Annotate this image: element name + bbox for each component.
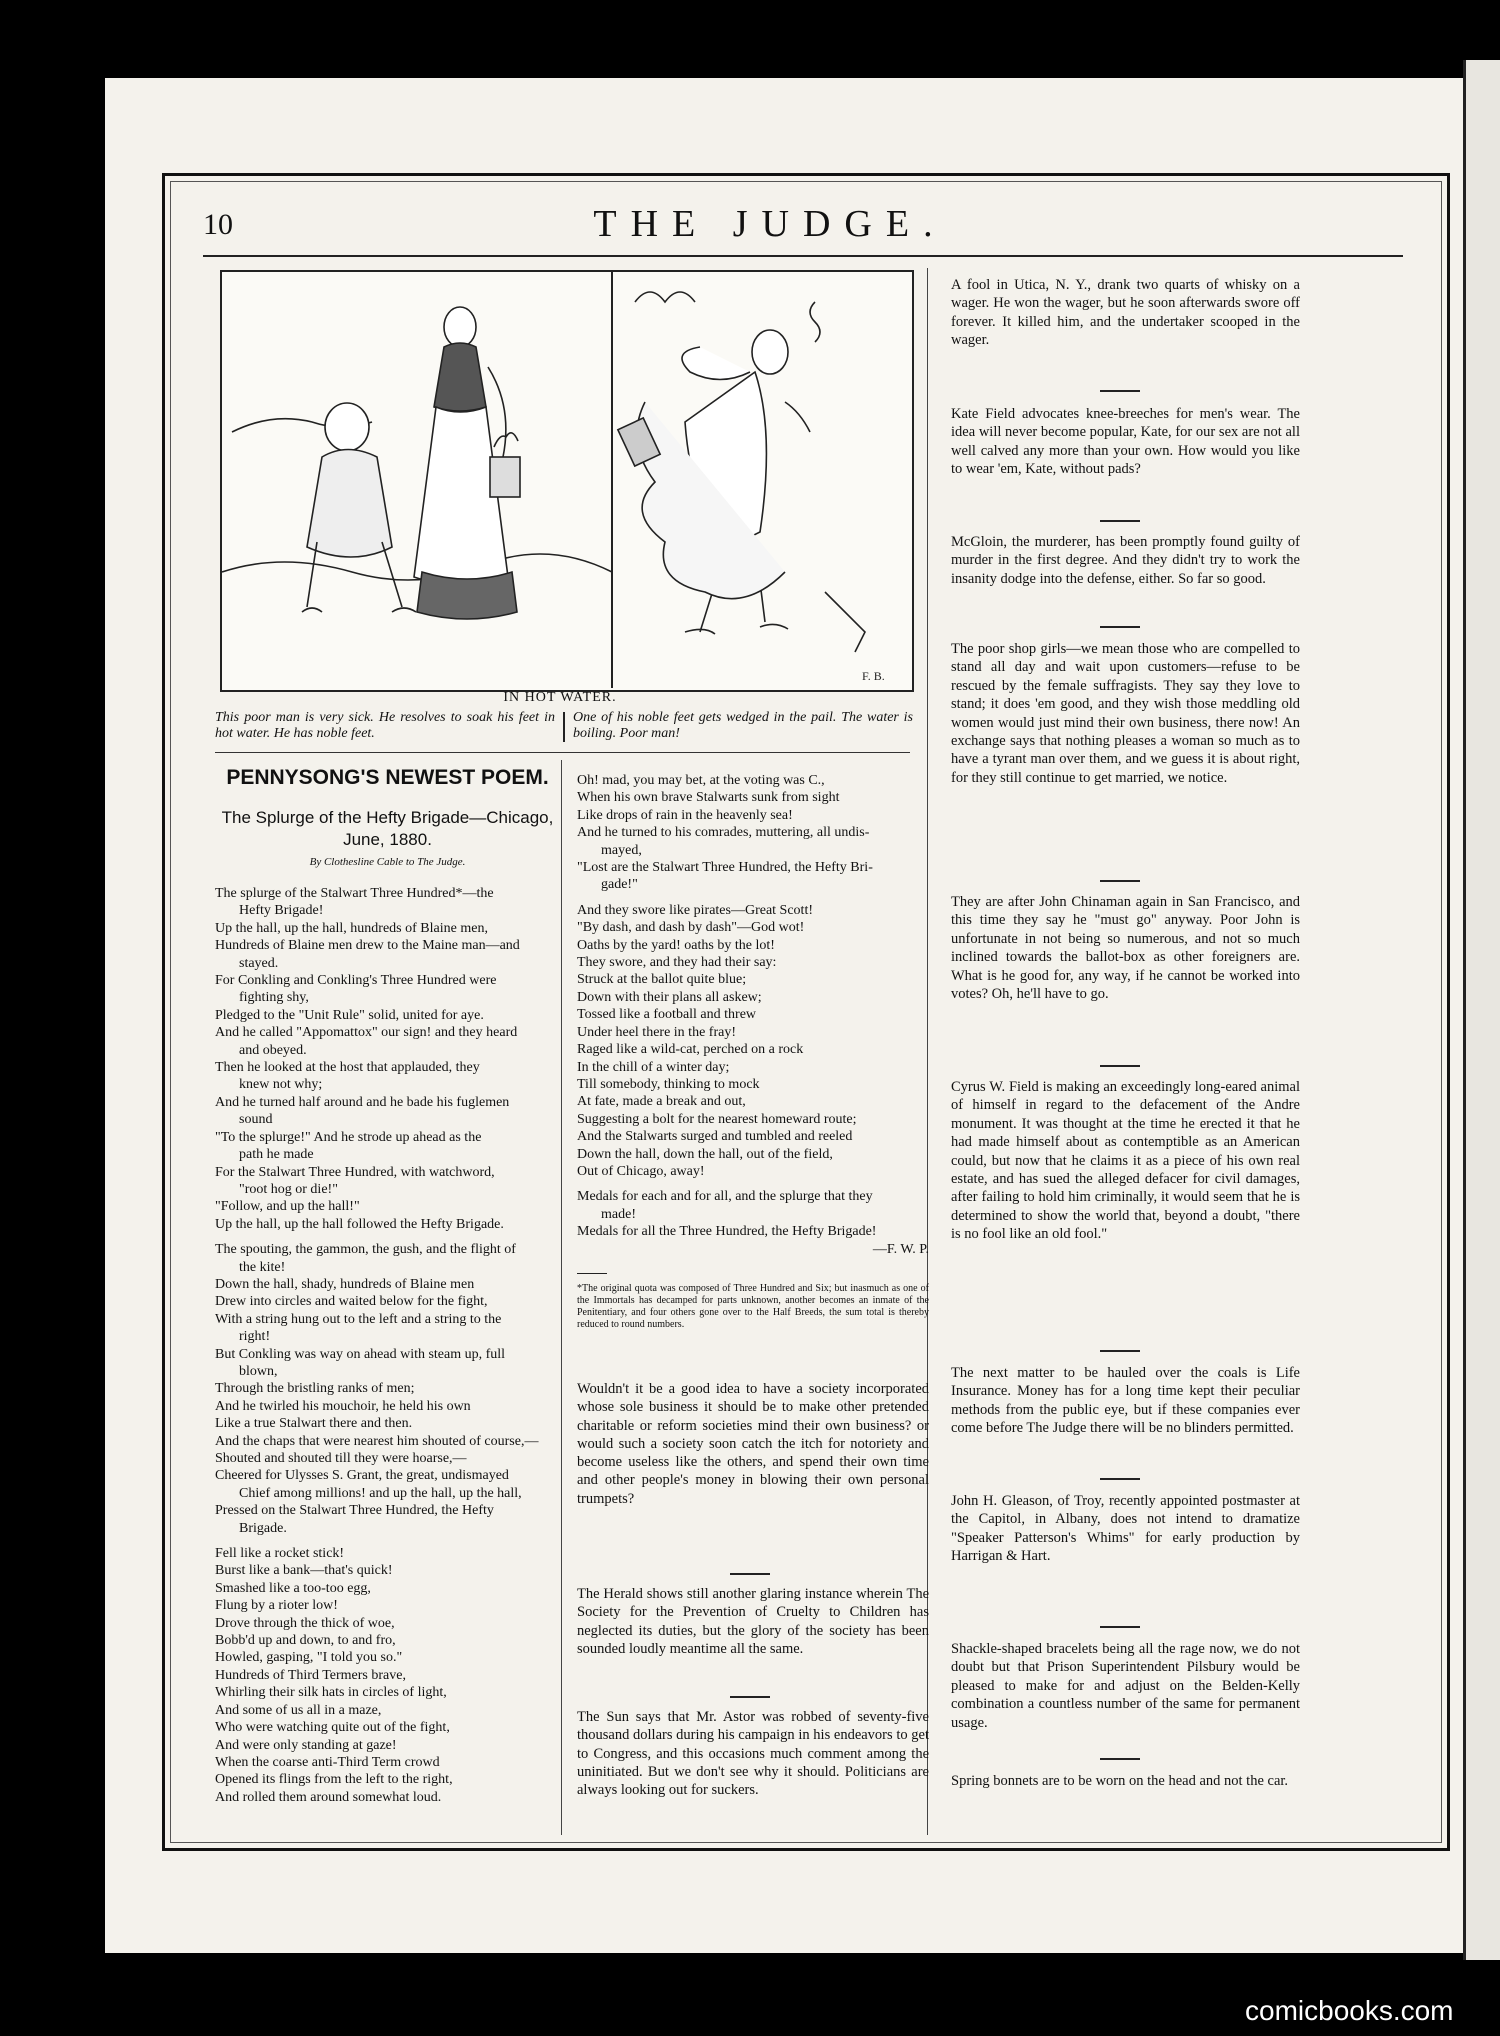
poem-line: Whirling their silk hats in circles of light, [215, 1685, 447, 1701]
poem-line [577, 894, 929, 902]
poem-line: Who were watching quite out of the fight, [215, 1720, 450, 1736]
footnote-rule [577, 1273, 607, 1274]
poem-line: Oaths by the yard! oaths by the lot! [577, 937, 775, 953]
article-sun: The Sun says that Mr. Astor was robbed of seventy-five thousand dollars during his campaign in his endeavors to get to Congress, and this occasions much comment among the uninitiated. But we don't see why it should. Politicians are always looking out for suckers. [577, 1709, 929, 1799]
cartoon-title: IN HOT WATER. [503, 690, 617, 705]
poem-line: Drew into circles and waited below for the fight, [215, 1294, 488, 1310]
separator [1100, 520, 1140, 522]
poem-line: The spouting, the gammon, the gush, and the flight of [215, 1242, 516, 1258]
article-cyrus-field: Cyrus W. Field is making an exceedingly long-eared animal of himself in regard to the defacement of the Andre monument. It was thought at the time he erected it that he had made himself about as contemptible as an American could, but now that he claims it as a piece of his own real estate, and has sued the alleged defacer for civil damages, after failing to hold him criminally, it would seem that he is determined to show the world that, beyond a doubt, "there is no fool like an old fool." [951, 1079, 1300, 1243]
separator [1100, 1626, 1140, 1628]
poem-line: Through the bristling ranks of men; [215, 1381, 415, 1397]
separator [1100, 626, 1140, 628]
poem-line: Chief among millions! and up the hall, up the hall, [239, 1485, 522, 1501]
poem-line: And he called "Appomattox" our sign! and they heard [215, 1025, 518, 1041]
poem-line: Burst like a bank—that's quick! [215, 1563, 393, 1579]
poem-line: gade!" [601, 877, 638, 893]
poem-line: Down the hall, down the hall, out of the field, [577, 1146, 833, 1162]
poem-line: They swore, and they had their say: [577, 955, 777, 971]
poem-footnote: *The original quota was composed of Three Hundred and Six; but inasmuch as one of the Immortals has decamped for parts unknown, another becomes an inmate of the Penitentiary, and four others gone over to the Half Breeds, the sum total is thereby reduced to round numbers. [577, 1283, 929, 1330]
poem-line: The splurge of the Stalwart Three Hundred*—the [215, 886, 494, 901]
poem-line: And he twirled his mouchoir, he held his own [215, 1398, 471, 1414]
poem-line: knew not why; [239, 1077, 323, 1093]
poem-title: PENNYSONG'S NEWEST POEM. [226, 766, 549, 789]
masthead: THE JUDGE. [593, 203, 947, 245]
poem-line: "root hog or die!" [239, 1181, 338, 1197]
poem-line: "Lost are the Stalwart Three Hundred, the Hefty Bri- [577, 860, 873, 876]
poem-line: But Conkling was way on ahead with steam up, full [215, 1346, 506, 1362]
caption-divider [563, 712, 565, 742]
poem-line: Like drops of rain in the heavenly sea! [577, 807, 793, 823]
poem-line: Down the hall, shady, hundreds of Blaine men [215, 1276, 475, 1292]
poem-subtitle: The Splurge of the Hefty Brigade—Chicago, June, 1880. [221, 808, 554, 849]
poem-line: blown, [239, 1363, 278, 1379]
poem-line: Smashed like a too-too egg, [215, 1580, 371, 1596]
poem-line: and obeyed. [239, 1042, 307, 1058]
poem-column-2 [577, 772, 929, 1258]
poem-line: Brigade. [239, 1520, 287, 1536]
poem-line: "By dash, and dash by dash"—God wot! [577, 920, 805, 936]
poem-line: Flung by a rioter low! [215, 1598, 338, 1614]
poem-line [577, 1180, 929, 1188]
separator [1100, 390, 1140, 392]
article-john-chinaman: They are after John Chinaman again in San Francisco, and this time they say he "must go" anyway. Poor John is unfortunate in not being so numerous, and not so much inclined towards the ballot-box as other foreigners are. What is he good for, any way, if he cannot be worked into votes? Oh, he'll have to go. [951, 894, 1300, 1003]
separator [730, 1696, 770, 1698]
poem-line: And the chaps that were nearest him shouted of course,— [215, 1433, 539, 1449]
poem-line: "To the splurge!" And he strode up ahead as the [215, 1129, 482, 1145]
cartoon-panel-divider [611, 270, 613, 688]
poem-column-1 [215, 885, 560, 1806]
poem-line: right! [239, 1329, 271, 1345]
header-rule [203, 255, 1403, 257]
poem-line: mayed, [601, 842, 642, 858]
separator [1100, 1758, 1140, 1760]
column-divider-1 [561, 760, 562, 1835]
page-number: 10 [203, 208, 233, 241]
poem-line: For Conkling and Conkling's Three Hundred were [215, 973, 497, 989]
poem-line: And the Stalwarts surged and tumbled and reeled [577, 1129, 853, 1145]
poem-line [215, 1233, 560, 1241]
poem-line: Then he looked at the host that applauded, they [215, 1060, 480, 1076]
poem-line: Struck at the ballot quite blue; [577, 972, 747, 988]
poem-line: And were only standing at gaze! [215, 1737, 397, 1753]
poem-line: fighting shy, [239, 990, 309, 1006]
poem-line: —F. W. P. [872, 1241, 929, 1257]
poem-line: Hundreds of Blaine men drew to the Maine man—and [215, 938, 520, 954]
poem-line: Oh! mad, you may bet, at the voting was C., [577, 773, 825, 788]
poem-line: Medals for each and for all, and the splurge that they [577, 1189, 873, 1205]
separator [1100, 1065, 1140, 1067]
adjacent-page-edge [1463, 60, 1500, 1960]
separator [1100, 1350, 1140, 1352]
poem-line: stayed. [239, 955, 279, 971]
poem-line: With a string hung out to the left and a string to the [215, 1311, 502, 1327]
poem-line: Hundreds of Third Termers brave, [215, 1667, 406, 1683]
poem-line: And rolled them around somewhat loud. [215, 1789, 442, 1805]
article-herald: The Herald shows still another glaring instance wherein The Society for the Prevention of Cruelty to Children has neglected its duties, but the glory of the society has been sounded loudly meantime all the same. [577, 1586, 929, 1657]
poem-line: Opened its flings from the left to the right, [215, 1772, 453, 1788]
poem-line: Raged like a wild-cat, perched on a rock [577, 1042, 804, 1058]
cartoon-caption-right: One of his noble feet gets wedged in the pail. The water is boiling. Poor man! [573, 710, 913, 741]
article-shop-girls: The poor shop girls—we mean those who are compelled to stand all day and wait upon customers—refuse to be rescued by the female suffragists. They say they love to stand; it does 'em good, and they wish those meddling old women would just mind their own business, there now! An exchange says that nothing pleases a woman so much as to have a tyrant man over them, and we guess it is about right, for they still continue to get married, we notice. [951, 641, 1300, 786]
poem-line: When the coarse anti-Third Term crowd [215, 1754, 440, 1770]
cartoon-drawing [222, 272, 912, 690]
poem-line: Fell like a rocket stick! [215, 1546, 345, 1562]
article-mcgloin: McGloin, the murderer, has been promptly found guilty of murder in the first degree. And they didn't try to work the insanity dodge into the defense, either. So far so good. [951, 534, 1300, 587]
artist-signature: F. B. [862, 669, 885, 683]
poem-line [215, 1537, 560, 1545]
article-utica-fool: A fool in Utica, N. Y., drank two quarts of whisky on a wager. He won the wager, but he soon afterwards swore off forever. It killed him, and the undertaker scooped in the wager. [951, 277, 1300, 349]
poem-line: At fate, made a break and out, [577, 1094, 746, 1110]
poem-line: Hefty Brigade! [239, 903, 324, 919]
poem-line: When his own brave Stalwarts sunk from sight [577, 790, 840, 806]
poem-line: sound [239, 1112, 273, 1128]
article-gleason: John H. Gleason, of Troy, recently appointed postmaster at the Capitol, in Albany, does not intend to dramatize "Speaker Patterson's Whims" for early production by Harrigan & Hart. [951, 1493, 1300, 1565]
poem-line: Shouted and shouted till they were hoarse,— [215, 1451, 467, 1466]
separator [730, 1573, 770, 1575]
poem-line: "Follow, and up the hall!" [215, 1199, 360, 1215]
poem-line: Tossed like a football and threw [577, 1007, 757, 1023]
article-kate-field: Kate Field advocates knee-breeches for men's wear. The idea will never become popular, Kate, for our sex are not all well calved any more than your own. How would you like to wear 'em, Kate, without pads? [951, 406, 1300, 478]
cartoon-rule [215, 752, 910, 753]
article-shackle-bracelets: Shackle-shaped bracelets being all the rage now, we do not doubt but that Prison Superintendent Pilsbury would be pleased to make for and adjust on the Belden-Kelly combination a countless number of the same for permanent usage. [951, 1641, 1300, 1731]
poem-line: Up the hall, up the hall followed the Hefty Brigade. [215, 1216, 504, 1232]
poem-line: And some of us all in a maze, [215, 1702, 382, 1718]
poem-line: Cheered for Ulysses S. Grant, the great, undismayed [215, 1468, 509, 1484]
poem-line: For the Stalwart Three Hundred, with watchword, [215, 1164, 495, 1180]
poem-line: Pledged to the "Unit Rule" solid, united for aye. [215, 1007, 484, 1023]
poem-line: Howled, gasping, "I told you so." [215, 1650, 403, 1666]
poem-line: Down with their plans all askew; [577, 989, 762, 1005]
poem-line: Out of Chicago, away! [577, 1163, 705, 1179]
separator [1100, 880, 1140, 882]
article-spring-bonnets: Spring bonnets are to be worn on the head and not the car. [951, 1773, 1289, 1789]
article-life-insurance: The next matter to be hauled over the coals is Life Insurance. Money has for a long time kept their peculiar methods from the public eye, but if these companies ever come before The Judge there will be no blinders permitted. [951, 1365, 1300, 1437]
poem-line: Up the hall, up the hall, hundreds of Blaine men, [215, 920, 488, 936]
poem-line: made! [601, 1206, 636, 1222]
cartoon-caption-left: This poor man is very sick. He resolves to soak his feet in hot water. He has noble feet. [215, 710, 555, 741]
poem-line: Drove through the thick of woe, [215, 1615, 395, 1631]
poem-line: Under heel there in the fray! [577, 1024, 736, 1040]
poem-line: the kite! [239, 1259, 286, 1275]
poem-line: And they swore like pirates—Great Scott! [577, 902, 813, 918]
article-society: Wouldn't it be a good idea to have a society incorporated whose sole business it should be to make other pretended charitable or reform societies mind their own business? or would such a society soon catch the itch for notoriety and become useless like the others, and spend their own time and other people's money in blowing their own personal trumpets? [577, 1381, 929, 1507]
poem-line: And he turned half around and he bade his fuglemen [215, 1094, 510, 1110]
separator [1100, 1478, 1140, 1480]
cartoon-illustration [220, 270, 914, 692]
poem-line: Suggesting a bolt for the nearest homeward route; [577, 1111, 857, 1127]
poem-byline: By Clothesline Cable to The Judge. [309, 856, 466, 868]
poem-line: Medals for all the Three Hundred, the Hefty Brigade! [577, 1224, 877, 1240]
poem-line: In the chill of a winter day; [577, 1059, 730, 1075]
site-watermark: comicbooks.com [1245, 1995, 1454, 2026]
poem-line: Like a true Stalwart there and then. [215, 1416, 413, 1432]
poem-line: Pressed on the Stalwart Three Hundred, the Hefty [215, 1503, 494, 1519]
poem-line: Till somebody, thinking to mock [577, 1076, 760, 1092]
poem-line: Bobb'd up and down, to and fro, [215, 1633, 396, 1649]
poem-line: path he made [239, 1147, 314, 1163]
poem-line: And he turned to his comrades, muttering, all undis- [577, 825, 870, 841]
